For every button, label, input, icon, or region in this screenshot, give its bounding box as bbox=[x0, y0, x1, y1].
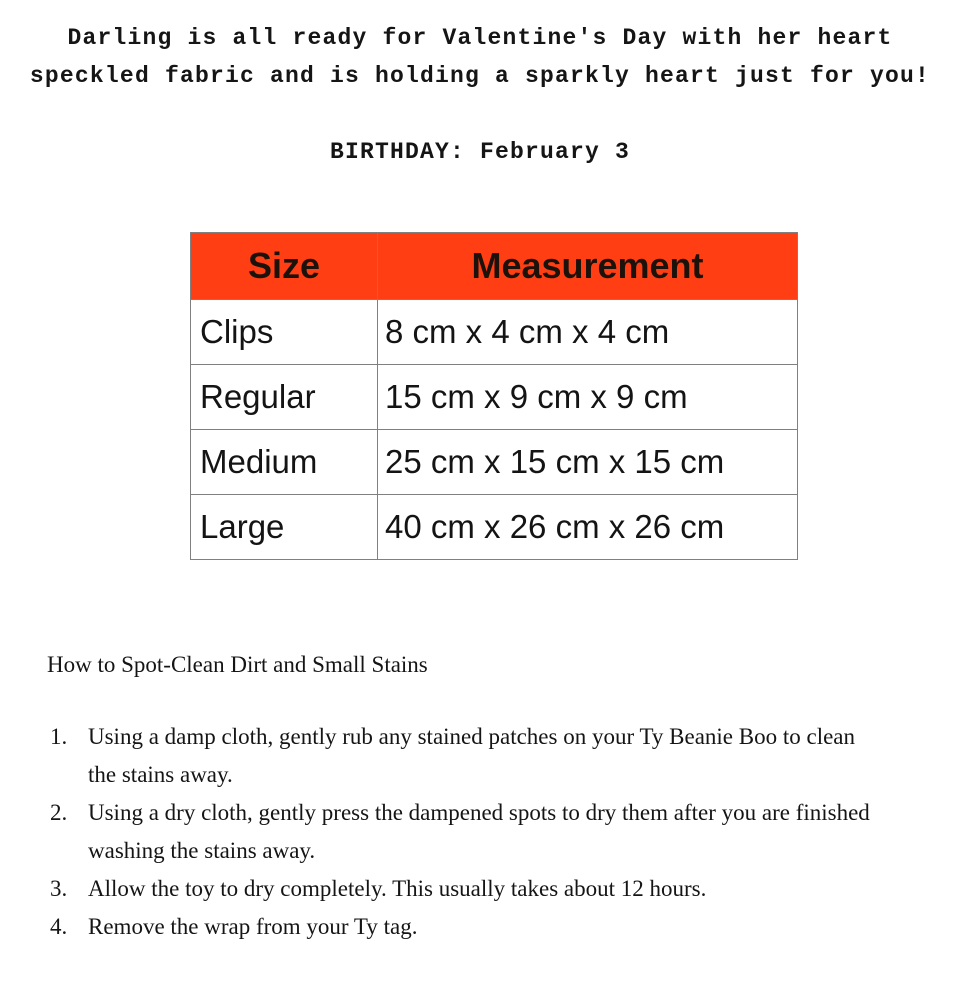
table-row-regular bbox=[191, 365, 798, 430]
step-text: Remove the wrap from your Ty tag. bbox=[88, 914, 418, 939]
step-number: 4. bbox=[50, 914, 68, 939]
table-row-clips bbox=[191, 300, 798, 365]
care-step-2 bbox=[0, 794, 960, 870]
size-table-container bbox=[190, 232, 798, 560]
measurement-value: 15 cm x 9 cm x 9 cm bbox=[378, 365, 798, 430]
table-row-large bbox=[191, 495, 798, 560]
step-number: 1. bbox=[50, 724, 68, 749]
step-number: 3. bbox=[50, 876, 68, 901]
size-column-header: Size bbox=[191, 233, 378, 300]
step-text: Using a dry cloth, gently press the dampened spots to dry them after you are finished washing the stains away. bbox=[88, 800, 870, 863]
description-line-1: Darling is all ready for Valentine's Day with her heart bbox=[67, 25, 893, 51]
step-text: Allow the toy to dry completely. This usually takes about 12 hours. bbox=[88, 876, 707, 901]
step-text: Using a damp cloth, gently rub any stained patches on your Ty Beanie Boo to clean the stains away. bbox=[88, 724, 856, 787]
description-line-2: speckled fabric and is holding a sparkly heart just for you! bbox=[29, 63, 931, 89]
measurement-value: 8 cm x 4 cm x 4 cm bbox=[378, 300, 798, 365]
care-heading: How to Spot-Clean Dirt and Small Stains bbox=[47, 652, 428, 677]
measurement-value: 25 cm x 15 cm x 15 cm bbox=[378, 430, 798, 495]
measurement-column-header: Measurement bbox=[378, 233, 798, 300]
care-steps-list bbox=[0, 718, 960, 946]
product-description bbox=[0, 0, 960, 171]
step-number: 2. bbox=[50, 800, 68, 825]
care-step-3 bbox=[0, 870, 960, 908]
size-value: Medium bbox=[191, 430, 378, 495]
size-table-header-row bbox=[191, 233, 798, 300]
table-row-medium bbox=[191, 430, 798, 495]
care-instructions-section bbox=[0, 646, 960, 946]
size-value: Clips bbox=[191, 300, 378, 365]
care-step-4 bbox=[0, 908, 960, 946]
birthday-line: BIRTHDAY: February 3 bbox=[329, 139, 631, 165]
size-value: Large bbox=[191, 495, 378, 560]
size-table bbox=[190, 232, 798, 560]
care-step-1 bbox=[0, 718, 960, 794]
measurement-value: 40 cm x 26 cm x 26 cm bbox=[378, 495, 798, 560]
size-value: Regular bbox=[191, 365, 378, 430]
